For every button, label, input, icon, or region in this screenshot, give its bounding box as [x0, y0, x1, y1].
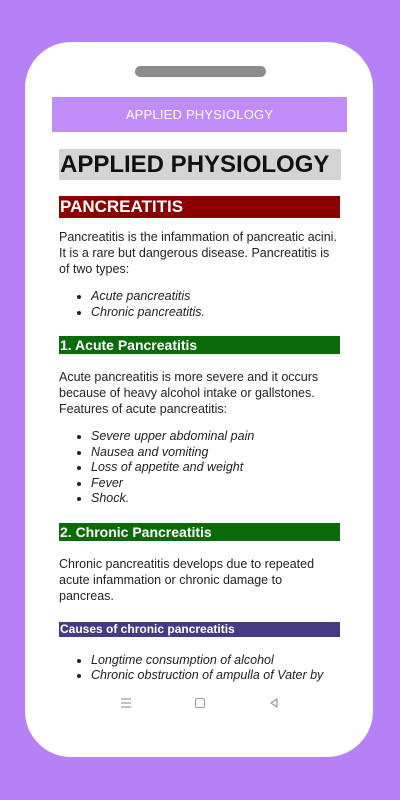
- menu-icon[interactable]: [116, 696, 136, 711]
- system-nav-bar: [52, 683, 347, 723]
- acute-features-list: [59, 429, 340, 507]
- list-item: • Chronic obstruction of ampulla of Vater by: [91, 668, 340, 683]
- section-heading-pancreatitis: PANCREATITIS: [59, 196, 340, 218]
- list-item: • Severe upper abdominal pain: [91, 429, 340, 445]
- list-item: • Fever: [91, 476, 340, 492]
- heading-causes-chronic: Causes of chronic pancreatitis: [59, 622, 340, 637]
- heading-chronic-pancreatitis: 2. Chronic Pancreatitis: [59, 523, 340, 541]
- speaker-grille: [135, 66, 266, 77]
- phone-frame: [25, 42, 373, 757]
- article-content[interactable]: [52, 149, 347, 683]
- list-item: • Shock.: [91, 491, 340, 507]
- page-title: APPLIED PHYSIOLOGY: [59, 149, 341, 180]
- causes-list: [59, 653, 340, 684]
- app-screen: [52, 97, 347, 683]
- types-list: [59, 289, 340, 320]
- app-bar: [52, 97, 347, 132]
- back-triangle-icon[interactable]: [264, 696, 284, 711]
- acute-paragraph: Acute pancreatitis is more severe and it occurs because of heavy alcohol intake or gallstones. Features of acute pancreatitis:: [59, 370, 319, 416]
- heading-acute-pancreatitis: 1. Acute Pancreatitis: [59, 336, 340, 354]
- chronic-paragraph: Chronic pancreatitis develops due to repeated acute infammation or chronic damage to pancreas.: [59, 556, 315, 603]
- app-bar-title: APPLIED PHYSIOLOGY: [125, 107, 274, 122]
- list-item: • Loss of appetite and weight: [91, 460, 340, 476]
- list-item: • Longtime consumption of alcohol: [91, 653, 340, 669]
- square-icon[interactable]: [190, 696, 210, 711]
- list-item: • Chronic pancreatitis.: [91, 305, 340, 321]
- intro-paragraph: Pancreatitis is the infammation of pancreatic acini. It is a rare but dangerous disease. Pancreatitis is of two types:: [59, 230, 337, 276]
- list-item: • Nausea and vomiting: [91, 445, 340, 461]
- list-item: • Acute pancreatitis: [91, 289, 340, 305]
